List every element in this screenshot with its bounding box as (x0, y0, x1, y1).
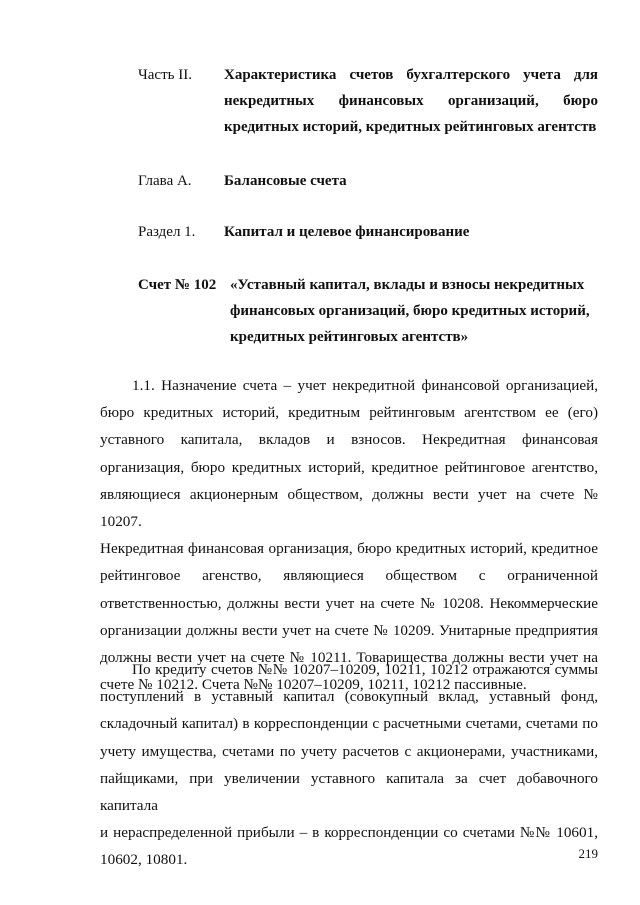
part-heading (138, 62, 598, 140)
paragraph-line: 1.1. Назначение счета – учет некредитной финансовой организацией, (132, 377, 598, 394)
paragraph-1 (100, 372, 598, 698)
chapter-heading (138, 168, 347, 194)
section-heading (138, 219, 469, 245)
account-title-line: «Уставный капитал, вклады и взносы некредитных (230, 277, 585, 293)
paragraph-line: бюро кредитных историй, кредитным рейтинговым агентством ее (его) (100, 404, 598, 422)
account-title-line: финансовых организаций, бюро кредитных историй, (230, 303, 590, 319)
paragraph-line: Некредитная финансовая организация, бюро кредитных историй, кредитное (100, 540, 598, 558)
account-title (230, 272, 596, 350)
paragraph-line: должны вести учет на счете № 10211. Товарищества должны вести учет на (100, 649, 598, 667)
paragraph-line: поступлений в уставный капитал (совокупный вклад, уставный фонд, (100, 688, 598, 706)
section-title: Капитал и целевое финансирование (224, 224, 470, 240)
paragraph-line: являющиеся акционерным обществом, должны вести учет на счете № 10207. (100, 485, 598, 531)
paragraph-line: организация, бюро кредитных историй, кредитное рейтинговое агентство, (100, 458, 598, 476)
page-number: 219 (578, 846, 598, 861)
part-title (224, 62, 598, 140)
paragraph-line: складочный капитал) в корреспонденции с расчетными счетами, счетами по (100, 715, 598, 733)
part-title-line: кредитных историй, кредитных рейтинговых агентств (224, 119, 597, 135)
paragraph-line: ответственностью, должны вести учет на счете № 10208. Некоммерческие (100, 594, 598, 612)
paragraph-line: учету имущества, счетами по учету расчетов с акционерами, участниками, (100, 742, 598, 760)
paragraph-line: и нераспределенной прибыли – в корреспонденции со счетами №№ 10601, (100, 824, 598, 842)
paragraph-line: По кредиту счетов №№ 10207–10209, 10211, 10212 отражаются суммы (132, 661, 598, 678)
part-title-line: некредитных финансовых организаций, бюро (224, 93, 598, 109)
chapter-title: Балансовые счета (224, 173, 347, 189)
section-label: Раздел 1. (138, 224, 196, 240)
part-title-line: Характеристика счетов бухгалтерского учета для (224, 67, 598, 83)
paragraph-2 (100, 656, 598, 874)
paragraph-line: пайщиками, при увеличении уставного капитала за счет добавочного капитала (100, 769, 598, 815)
account-heading (138, 272, 596, 350)
chapter-label: Глава А. (138, 173, 192, 189)
paragraph-line: 10602, 10801. (100, 851, 188, 869)
part-label: Часть II. (138, 67, 192, 83)
paragraph-line: рейтинговое агенство, являющиеся обществом с ограниченной (100, 567, 598, 585)
account-label: Счет № 102 (138, 277, 217, 293)
paragraph-line: счете № 10212. Счета №№ 10207–10209, 10211, 10212 пассивные. (100, 676, 527, 694)
paragraph-line: организации должны вести учет на счете № 10209. Унитарные предприятия (100, 621, 598, 639)
account-title-line: кредитных рейтинговых агентств» (230, 329, 469, 345)
paragraph-line: уставного капитала, вкладов и взносов. Некредитная финансовая (100, 431, 598, 449)
